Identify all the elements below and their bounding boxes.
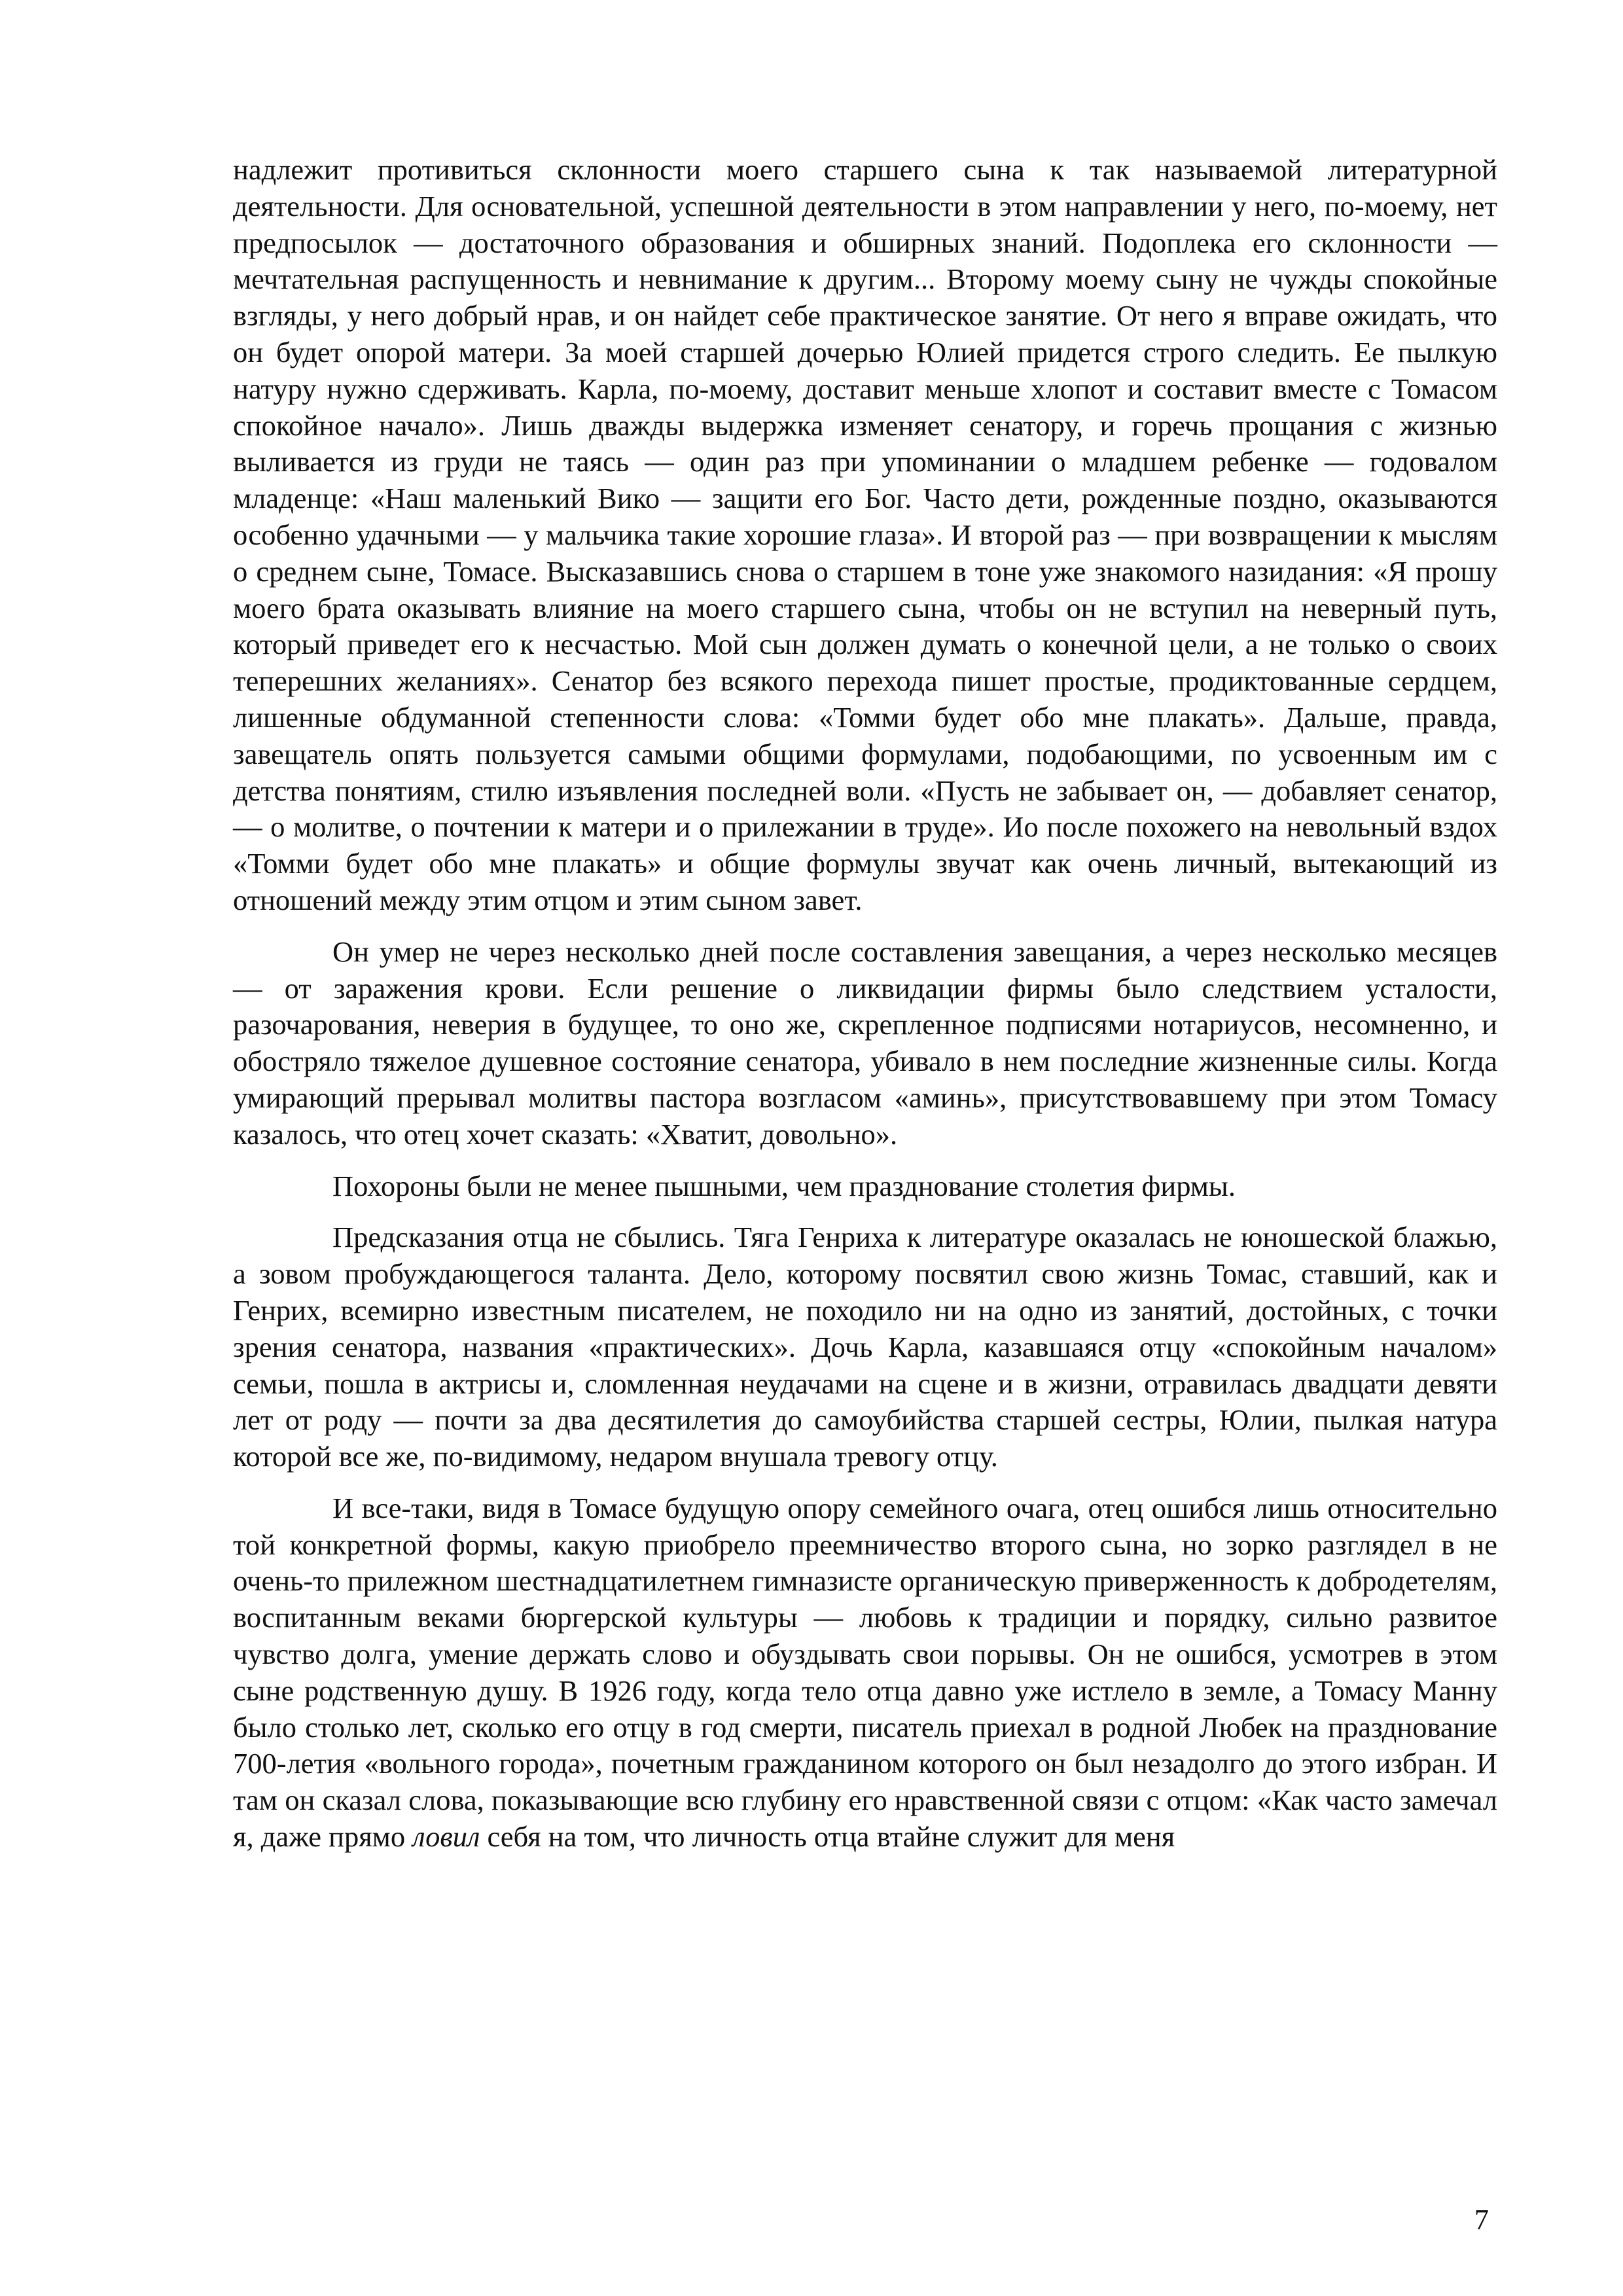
body-text [233, 152, 1497, 1856]
page-number: 7 [1474, 2203, 1489, 2236]
paragraph-5-end: себя на том, что личность отца втайне служит для меня [480, 1820, 1175, 1854]
paragraph-4: Предсказания отца не сбылись. Тяга Генриха к литературе оказалась не юношеской блажью, а зовом пробуждающегося таланта. Дело, которому посвятил свою жизнь Томас, ставший, как и Генрих, всемирно известным писателем, не походило ни на одно из занятий, достойных, с точки зрения сенатора, названия «практических». Дочь Карла, казавшаяся отцу «спокойным началом» семьи, пошла в актрисы и, сломленная неудачами на сцене и в жизни, отравилась двадцати девяти лет от роду — почти за два десятилетия до самоубийства старшей сестры, Юлии, пылкая натура которой все же, по-видимому, недаром внушала тревогу отцу. [233, 1221, 1497, 1473]
paragraph-5 [233, 1490, 1497, 1856]
paragraph-3: Похороны были не менее пышными, чем празднование столетия фирмы. [332, 1169, 1236, 1202]
paragraph-5-italic-word: ловил [412, 1820, 480, 1854]
paragraph-1: надлежит противиться склонности моего старшего сына к так называемой литературной деятельности. Для основательной, успешной деятельности в этом направлении у него, по-моему, нет предпосылок — достаточного образования и обширных знаний. Подоплека его склонности — мечтательная распущенность и невнимание к другим... Второму моему сыну не чужды спокойные взгляды, у него добрый нрав, и он найдет себе практическое занятие. От него я вправе ожидать, что он будет опорой матери. За моей старшей дочерью Юлией придется строго следить. Ее пылкую натуру нужно сдерживать. Карла, по-моему, доставит меньше хлопот и составит вместе с Томасом спокойное начало». Лишь дважды выдержка изменяет сенатору, и горечь прощания с жизнью выливается из груди не таясь — один раз при упоминании о младшем ребенке — годовалом младенце: «Наш маленький Вико — защити его Бог. Часто дети, рожденные поздно, оказываются особенно удачными — у мальчика такие хорошие глаза». И второй раз — при возвращении к мыслям о среднем сыне, Томасе. Высказавшись снова о старшем в тоне уже знакомого назидания: «Я прошу моего брата оказывать влияние на моего старшего сына, чтобы он не вступил на неверный путь, который приведет его к несчастью. Мой сын должен думать о конечной цели, а не только о своих теперешних желаниях». Сенатор без всякого перехода пишет простые, продиктованные сердцем, лишенные обдуманной степенности слова: «Томми будет обо мне плакать». Дальше, правда, завещатель опять пользуется самыми общими формулами, подобающими, по усвоенным им с детства понятиям, стилю изъявления последней воли. «Пусть не забывает он, — добавляет сенатор, — о молитве, о почтении к матери и о прилежании в труде». Ио после похожего на невольный вздох «Томми будет обо мне плакать» и общие формулы звучат как очень личный, вытекающий из отношений между этим отцом и этим сыном завет. [233, 153, 1497, 916]
paragraph-5-start: И все-таки, видя в Томасе будущую опору семейного очага, отец ошибся лишь относительно той конкретной формы, какую приобрело преемничество второго сына, но зорко разглядел в не очень-то прилежном шестнадцатилетнем гимназисте органическую приверженность к добродетелям, воспитанным веками бюргерской культуры — любовь к традиции и порядку, сильно развитое чувство долга, умение держать слово и обуздывать свои порывы. Он не ошибся, усмотрев в этом сыне родственную душу. В 1926 году, когда тело отца давно уже истлело в земле, а Томасу Манну было столько лет, сколько его отцу в год смерти, писатель приехал в родной Любек на празднование 700-летия «вольного города», почетным гражданином которого он был незадолго до этого избран. И там он сказал слова, показывающие всю глубину его нравственной связи с отцом: «Как часто замечал я, даже прямо [233, 1491, 1497, 1854]
paragraph-2: Он умер не через несколько дней после составления завещания, а через несколько месяцев — от заражения крови. Если решение о ликвидации фирмы было следствием усталости, разочарования, неверия в будущее, то оно же, скрепленное подписями нотариусов, несомненно, и обостряло тяжелое душевное состояние сенатора, убивало в нем последние жизненные силы. Когда умирающий прерывал молитвы пастора возгласом «аминь», присутствовавшему при этом Томасу казалось, что отец хочет сказать: «Хватит, довольно». [233, 935, 1497, 1151]
